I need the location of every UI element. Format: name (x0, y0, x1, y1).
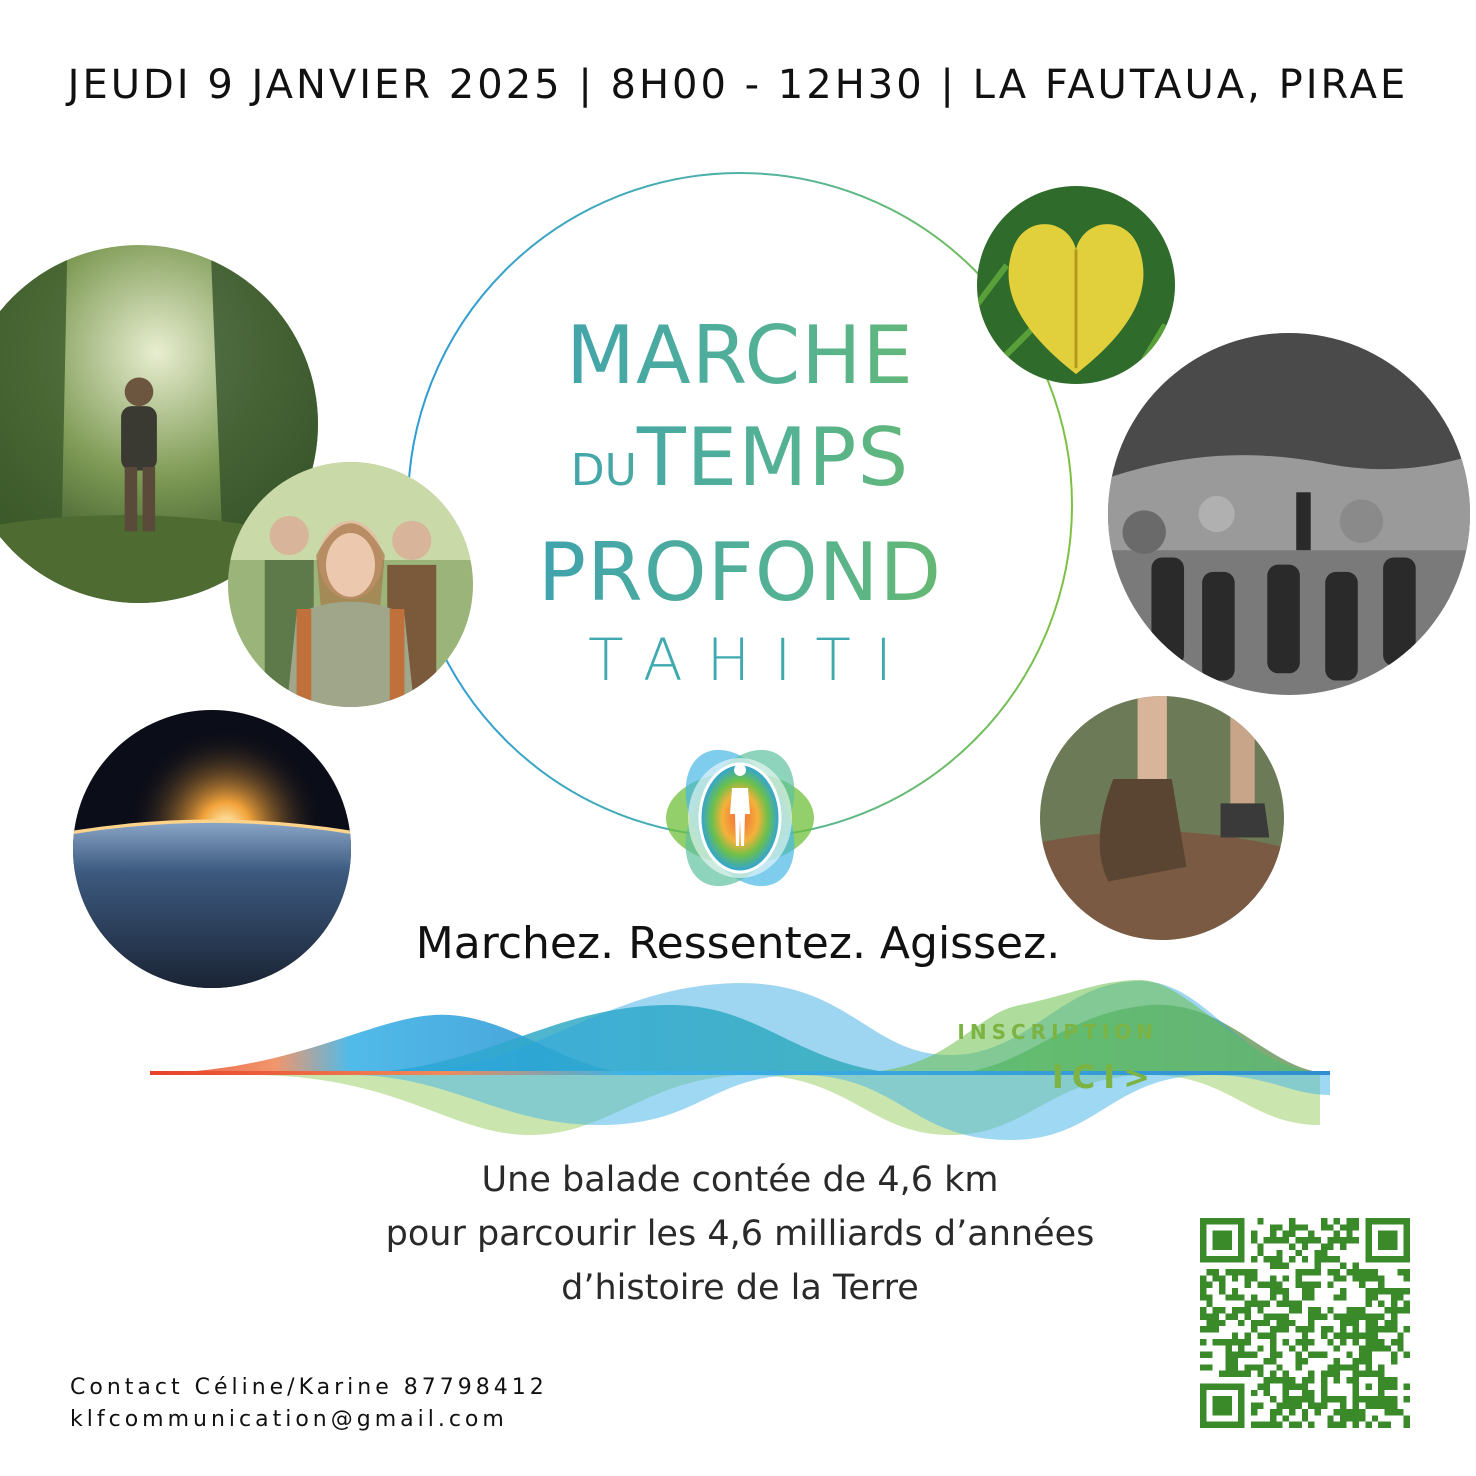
hiking-boot-photo (1040, 696, 1284, 940)
smiling-hikers-photo (228, 462, 473, 707)
title-line-marche: MARCHE (470, 305, 1010, 407)
tagline: Marchez. Ressentez. Agissez. (415, 918, 1061, 969)
registration-label: INSCRIPTION (957, 1020, 1158, 1044)
title-temps: TEMPS (636, 411, 910, 504)
contact-name-phone: Contact Céline/Karine 87798412 (70, 1375, 548, 1400)
title-du: DU (570, 445, 637, 496)
description-line-3: d’histoire de la Terre (561, 1268, 919, 1308)
description-line-1: Une balade contée de 4,6 km (481, 1160, 999, 1200)
contact-email[interactable]: klfcommunication@gmail.com (70, 1407, 508, 1432)
registration-qr-code[interactable] (1200, 1218, 1410, 1428)
event-description (300, 1153, 1180, 1315)
title-line-profond: PROFOND (470, 522, 1010, 624)
event-info-header: JEUDI 9 JANVIER 2025 | 8H00 - 12H30 | LA FAUTAUA, PIRAE (67, 62, 1409, 108)
contact-info (70, 1372, 548, 1436)
group-riverbed-photo (1108, 333, 1470, 695)
registration-link[interactable]: ICI> (1051, 1058, 1158, 1096)
title-line-temps (470, 407, 1010, 522)
title-tahiti: TAHITI (588, 626, 916, 694)
event-title (470, 305, 1010, 694)
walker-emblem-logo (660, 740, 820, 896)
description-line-2: pour parcourir les 4,6 milliards d’années (385, 1214, 1095, 1254)
